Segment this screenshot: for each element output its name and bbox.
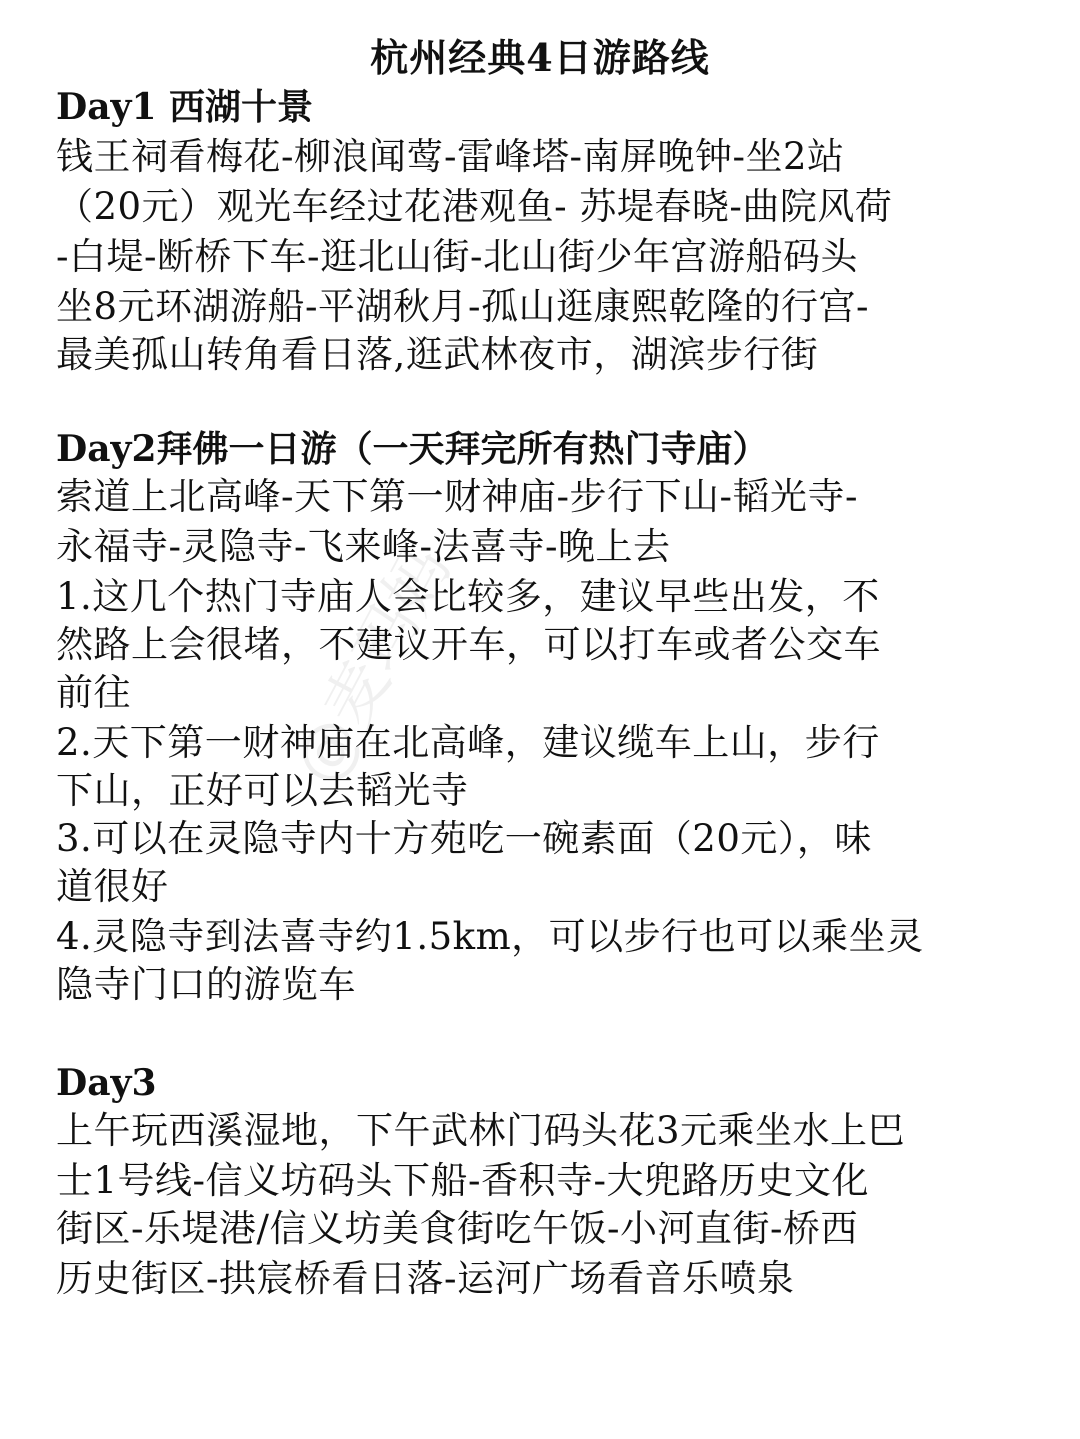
day2-line: 前往 (56, 671, 131, 714)
page-title: 杭州经典4日游路线 (370, 35, 710, 80)
day1-line: 坐8元环湖游船-平湖秋月-孤山逛康熙乾隆的行宫- (56, 285, 870, 328)
day2-line: 索道上北高峰-天下第一财神庙-步行下山-韬光寺- (56, 475, 859, 518)
day2-line: 永福寺-灵隐寺-飞来峰-法喜寺-晚上去 (56, 525, 671, 568)
day3-heading: Day3 (56, 1062, 157, 1104)
day1-line: （20元）观光车经过花港观鱼- 苏堤春晓-曲院风荷 (56, 185, 893, 228)
day2-line: 然路上会很堵，不建议开车，可以打车或者公交车 (56, 623, 881, 666)
day2-line: 隐寺门口的游览车 (56, 963, 356, 1006)
day2-line: 道很好 (56, 865, 169, 908)
day1-line: 最美孤山转角看日落,逛武林夜市，湖滨步行街 (56, 333, 819, 376)
day1-line: -白堤-断桥下车-逛北山街-北山街少年宫游船码头 (56, 235, 859, 278)
day2-line: 下山，正好可以去韬光寺 (56, 769, 469, 812)
day2-heading: Day2拜佛一日游（一天拜完所有热门寺庙） (56, 428, 769, 470)
day2-line: 1.这几个热门寺庙人会比较多，建议早些出发，不 (56, 575, 880, 618)
day3-line: 街区-乐堤港/信义坊美食街吃午饭-小河直街-桥西 (56, 1207, 858, 1250)
day2-line: 2.天下第一财神庙在北高峰，建议缆车上山，步行 (56, 721, 880, 764)
day2-line: 4.灵隐寺到法喜寺约1.5km，可以步行也可以乘坐灵 (56, 915, 924, 958)
day1-line: 钱王祠看梅花-柳浪闻莺-雷峰塔-南屏晚钟-坐2站 (56, 135, 845, 178)
day2-line: 3.可以在灵隐寺内十方苑吃一碗素面（20元），味 (56, 817, 872, 860)
watermark-text: @麦玛妈 (279, 535, 466, 797)
day1-heading: Day1 西湖十景 (56, 86, 314, 128)
day3-line: 上午玩西溪湿地，下午武林门码头花3元乘坐水上巴 (56, 1109, 906, 1152)
day3-line: 士1号线-信义坊码头下船-香积寺-大兜路历史文化 (56, 1159, 870, 1202)
day3-line: 历史街区-拱宸桥看日落-运河广场看音乐喷泉 (56, 1257, 795, 1300)
